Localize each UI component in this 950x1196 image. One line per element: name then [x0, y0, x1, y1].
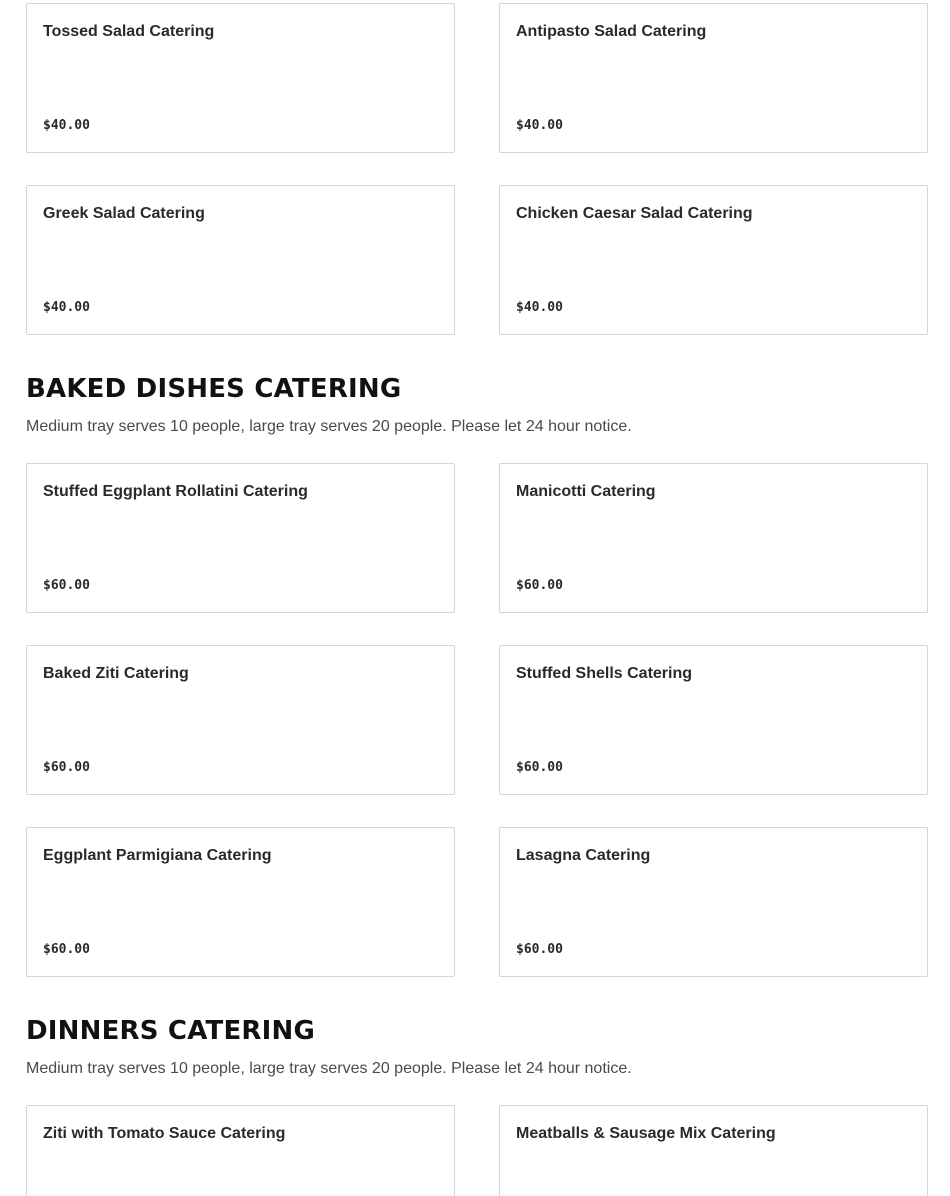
menu-item-name: Greek Salad Catering [43, 205, 205, 222]
menu-item-price: $40.00 [43, 300, 90, 315]
menu-item-card[interactable] [26, 3, 455, 153]
menu-item-card[interactable] [26, 827, 455, 977]
menu-item-card[interactable] [499, 3, 928, 153]
menu-item-name: Lasagna Catering [516, 847, 651, 864]
menu-item-price: $60.00 [43, 578, 90, 593]
menu-item-card[interactable] [499, 463, 928, 613]
section-description-dinners: Medium tray serves 10 people, large tray serves 20 people. Please let 24 hour notice. [26, 1060, 632, 1077]
menu-item-name: Eggplant Parmigiana Catering [43, 847, 272, 864]
menu-item-name: Stuffed Shells Catering [516, 665, 693, 682]
menu-item-name: Meatballs & Sausage Mix Catering [516, 1125, 776, 1142]
menu-item-price: $40.00 [43, 118, 90, 133]
menu-item-card[interactable] [499, 1105, 928, 1196]
menu-item-card[interactable] [499, 185, 928, 335]
menu-item-price: $40.00 [516, 118, 563, 133]
menu-item-card[interactable] [26, 1105, 455, 1196]
section-title-baked-dishes: BAKED DISHES CATERING [26, 374, 402, 404]
menu-item-name: Baked Ziti Catering [43, 665, 189, 682]
menu-item-price: $60.00 [516, 942, 563, 957]
menu-item-price: $60.00 [516, 760, 563, 775]
section-title-dinners: DINNERS CATERING [26, 1016, 316, 1046]
menu-item-price: $40.00 [516, 300, 563, 315]
menu-item-card[interactable] [26, 185, 455, 335]
menu-item-price: $60.00 [516, 578, 563, 593]
menu-item-card[interactable] [26, 463, 455, 613]
menu-item-card[interactable] [499, 827, 928, 977]
menu-item-name: Ziti with Tomato Sauce Catering [43, 1125, 286, 1142]
menu-item-price: $60.00 [43, 942, 90, 957]
menu-item-name: Antipasto Salad Catering [516, 23, 707, 40]
menu-item-name: Stuffed Eggplant Rollatini Catering [43, 483, 308, 500]
menu-item-price: $60.00 [43, 760, 90, 775]
menu-item-card[interactable] [26, 645, 455, 795]
menu-item-name: Manicotti Catering [516, 483, 656, 500]
menu-item-name: Chicken Caesar Salad Catering [516, 205, 753, 222]
menu-item-card[interactable] [499, 645, 928, 795]
menu-item-name: Tossed Salad Catering [43, 23, 215, 40]
section-description-baked-dishes: Medium tray serves 10 people, large tray serves 20 people. Please let 24 hour notice. [26, 418, 632, 435]
